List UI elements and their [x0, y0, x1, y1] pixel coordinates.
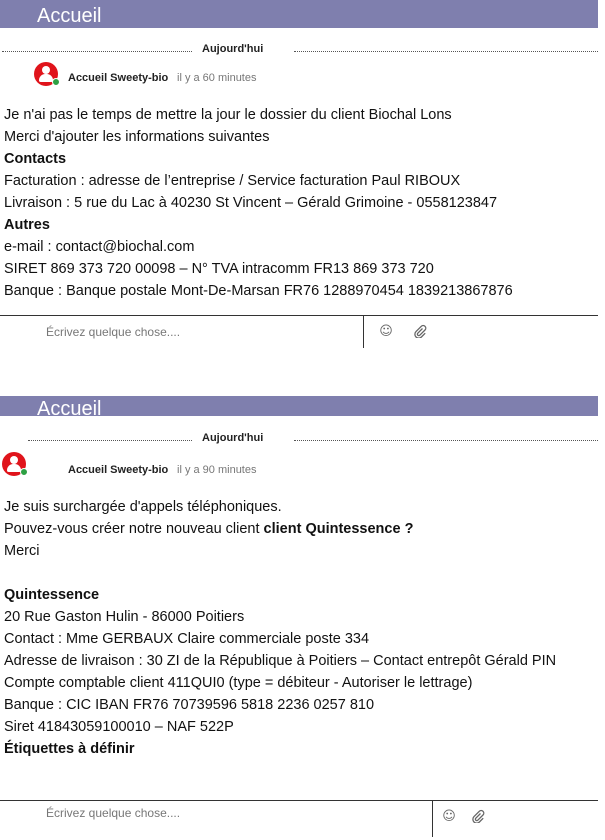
message-line: Je suis surchargée d'appels téléphoniques.	[4, 499, 282, 515]
day-separator	[0, 42, 605, 58]
message-line: Banque : Banque postale Mont-De-Marsan FR76 1288970454 1839213867876	[4, 283, 513, 299]
message-line: Facturation : adresse de l’entreprise / Service facturation Paul RIBOUX	[4, 173, 461, 189]
message-header	[0, 452, 605, 478]
client-name: client Quintessence ?	[263, 521, 414, 537]
message-thread-1	[0, 0, 605, 390]
message-input[interactable]	[46, 803, 346, 823]
dotted-divider-left	[28, 440, 192, 441]
message-line: SIRET 869 373 720 00098 – N° TVA intracomm FR13 869 373 720	[4, 261, 434, 277]
day-separator	[0, 431, 605, 447]
message-composer	[0, 315, 598, 349]
message-line	[4, 518, 596, 540]
section-heading: Autres	[4, 217, 50, 233]
online-status-icon	[52, 78, 60, 86]
message-line: Adresse de livraison : 30 ZI de la République à Poitiers – Contact entrepôt Gérald PIN	[4, 653, 557, 669]
day-label: Aujourd'hui	[202, 43, 264, 55]
message-author[interactable]: Accueil Sweety-bio	[68, 72, 169, 84]
message-body	[4, 104, 596, 302]
paperclip-icon[interactable]	[412, 324, 428, 340]
dotted-divider-right	[294, 51, 598, 52]
message-line: Compte comptable client 411QUI0 (type = débiteur - Autoriser le lettrage)	[4, 675, 473, 691]
paperclip-icon[interactable]	[470, 809, 486, 825]
section-heading: Étiquettes à définir	[4, 741, 135, 757]
message-line: Je n'ai pas le temps de mettre la jour le dossier du client Biochal Lons	[4, 107, 452, 123]
dotted-divider-right	[294, 440, 598, 441]
message-line: Livraison : 5 rue du Lac à 40230 St Vincent – Gérald Grimoine - 0558123847	[4, 195, 498, 211]
smiley-icon[interactable]: ☺	[379, 324, 393, 339]
message-body	[4, 496, 596, 760]
message-line: 20 Rue Gaston Hulin - 86000 Poitiers	[4, 609, 245, 625]
message-line: e-mail : contact@biochal.com	[4, 239, 195, 255]
header-title: Accueil	[0, 0, 598, 28]
composer-divider	[363, 316, 364, 348]
user-avatar-icon[interactable]	[34, 62, 58, 86]
online-status-icon	[20, 468, 28, 476]
message-line: Contact : Mme GERBAUX Claire commerciale poste 334	[4, 631, 370, 647]
composer-divider	[432, 801, 433, 837]
message-time: il y a 90 minutes	[177, 464, 257, 476]
message-composer	[0, 800, 598, 836]
message-line: Merci	[4, 543, 40, 559]
message-time: il y a 60 minutes	[177, 72, 257, 84]
header-title: Accueil	[0, 396, 598, 416]
message-line: Merci d'ajouter les informations suivantes	[4, 129, 270, 145]
blank-line	[4, 562, 596, 584]
message-thread-2	[0, 396, 605, 840]
dotted-divider-left	[2, 51, 192, 52]
user-avatar-icon[interactable]	[2, 452, 26, 476]
message-header	[0, 62, 605, 88]
message-line: Siret 41843059100010 – NAF 522P	[4, 719, 234, 735]
smiley-icon[interactable]: ☺	[442, 809, 456, 824]
message-input[interactable]	[46, 322, 346, 342]
day-label: Aujourd'hui	[202, 432, 264, 444]
message-author[interactable]: Accueil Sweety-bio	[68, 464, 169, 476]
message-text: Pouvez-vous créer notre nouveau client	[4, 521, 264, 537]
section-heading: Quintessence	[4, 587, 100, 603]
section-heading: Contacts	[4, 151, 67, 167]
message-line: Banque : CIC IBAN FR76 70739596 5818 2236 0257 810	[4, 697, 375, 713]
